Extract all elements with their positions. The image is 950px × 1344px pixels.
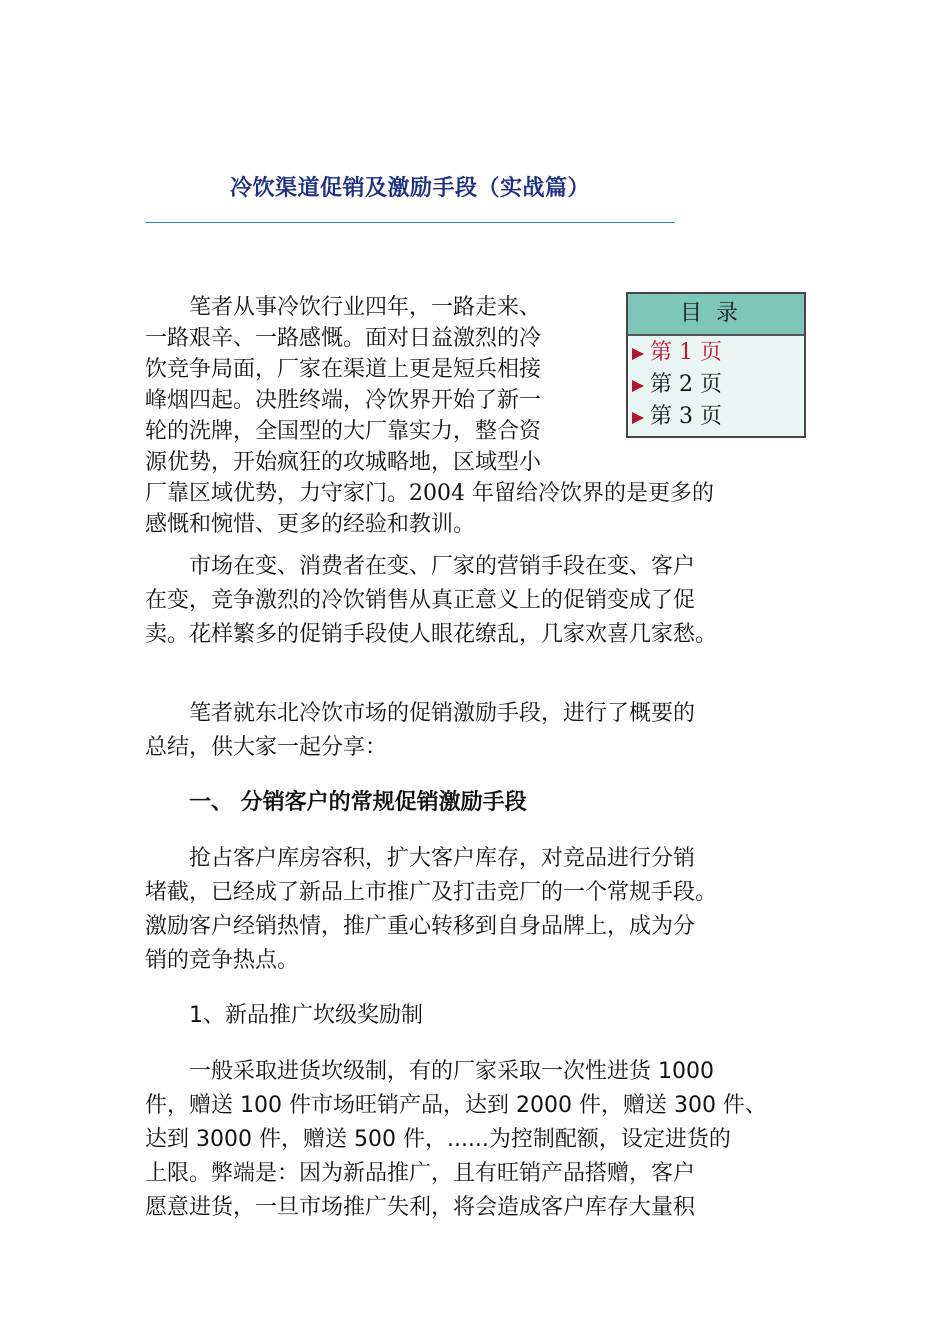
document-title: 冷饮渠道促销及激励手段（实战篇） bbox=[229, 176, 590, 201]
arrow-right-icon bbox=[632, 412, 644, 424]
text-line: 感慨和惋惜、更多的经验和教训。 bbox=[145, 512, 476, 537]
subsection-heading: 1、新品推广坎级奖励制 bbox=[145, 1003, 423, 1028]
toc-item-label: 第 3 页 bbox=[650, 404, 722, 429]
text-line: 上限。弊端是：因为新品推广，且有旺销产品搭赠，客户 bbox=[145, 1161, 696, 1186]
table-of-contents bbox=[626, 292, 806, 438]
text-line: 峰烟四起。决胜终端，冷饮界开始了新一 bbox=[145, 388, 542, 413]
text-line: 达到 3000 件，赠送 500 件，......为控制配额，设定进货的 bbox=[145, 1127, 731, 1152]
text-line: 市场在变、消费者在变、厂家的营销手段在变、客户 bbox=[145, 554, 696, 579]
toc-item-label: 第 2 页 bbox=[650, 372, 722, 397]
arrow-right-icon bbox=[632, 348, 644, 360]
text-line: 件，赠送 100 件市场旺销产品，达到 2000 件，赠送 300 件、 bbox=[145, 1093, 767, 1118]
text-line: 笔者就东北冷饮市场的促销激励手段，进行了概要的 bbox=[145, 701, 696, 726]
text-line: 堵截，已经成了新品上市推广及打击竞厂的一个常规手段。 bbox=[145, 880, 718, 905]
text-line: 轮的洗牌，全国型的大厂靠实力，整合资 bbox=[145, 419, 542, 444]
arrow-right-icon bbox=[632, 380, 644, 392]
text-line: 愿意进货，一旦市场推广失利，将会造成客户库存大量积 bbox=[145, 1195, 696, 1220]
toc-item-page-3[interactable] bbox=[628, 402, 804, 432]
text-line: 源优势，开始疯狂的攻城略地，区域型小 bbox=[145, 450, 542, 475]
toc-item-page-1[interactable] bbox=[628, 338, 804, 368]
text-line: 总结，供大家一起分享： bbox=[145, 735, 388, 760]
toc-item-page-2[interactable] bbox=[628, 370, 804, 400]
text-line: 激励客户经销热情，推广重心转移到自身品牌上，成为分 bbox=[145, 914, 696, 939]
text-line: 销的竞争热点。 bbox=[145, 948, 300, 973]
text-line: 卖。花样繁多的促销手段使人眼花缭乱，几家欢喜几家愁。 bbox=[145, 622, 718, 647]
text-line: 笔者从事冷饮行业四年，一路走来、 bbox=[145, 295, 542, 320]
text-line: 一路艰辛、一路感慨。面对日益激烈的冷 bbox=[145, 326, 542, 351]
text-line: 在变，竞争激烈的冷饮销售从真正意义上的促销变成了促 bbox=[145, 588, 696, 613]
text-line: 抢占客户库房容积，扩大客户库存，对竞品进行分销 bbox=[145, 846, 696, 871]
title-divider bbox=[145, 222, 675, 223]
text-line: 一般采取进货坎级制，有的厂家采取一次性进货 1000 bbox=[145, 1059, 714, 1084]
text-line: 饮竞争局面，厂家在渠道上更是短兵相接 bbox=[145, 357, 542, 382]
section-heading: 一、 分销客户的常规促销激励手段 bbox=[145, 790, 527, 815]
toc-item-label: 第 1 页 bbox=[650, 340, 722, 365]
toc-header: 目录 bbox=[628, 294, 804, 336]
text-line: 厂靠区域优势，力守家门。2004 年留给冷饮界的是更多的 bbox=[145, 481, 714, 506]
